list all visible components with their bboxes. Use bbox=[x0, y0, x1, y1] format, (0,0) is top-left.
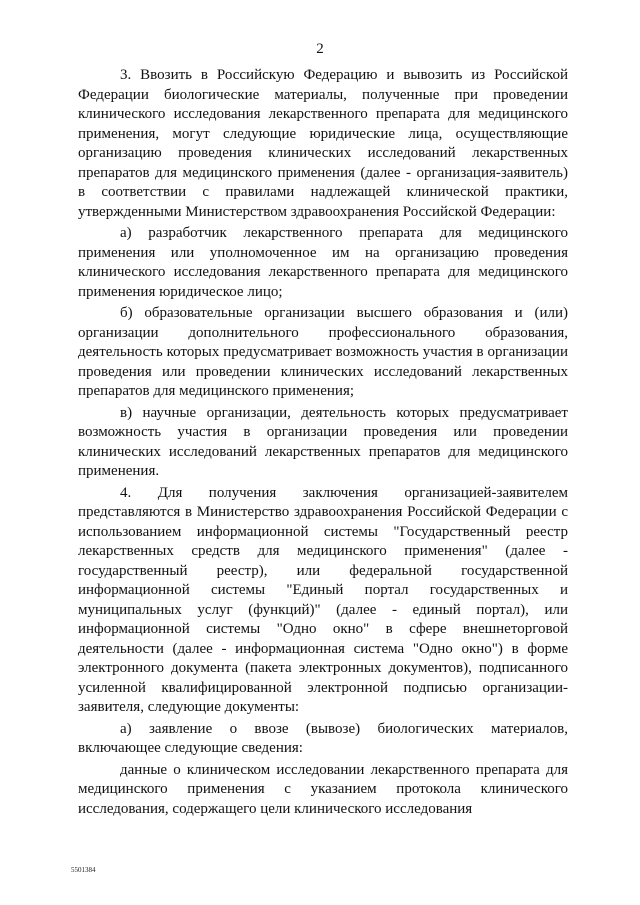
paragraph-item-4: 4. Для получения заключения организацией-заявителем представляются в Министерство здравоохранения Российской Федерации с использованием информационной системы "Государственный реестр лекарственных средств для медицинского применения" (далее - государственный реестр), или федеральной государственной информационной системы "Единый портал государственных и муниципальных услуг (функций)" (далее - единый портал), или информационной системы "Одно окно" в сфере внешнеторговой деятельности (далее - информационная система "Одно окно") в форме электронного документа (пакета электронных документов), подписанного усиленной квалифицированной электронной подписью организации-заявителя, следующие документы: bbox=[78, 484, 568, 715]
paragraph-item-4-subitem-a: а) заявление о ввозе (вывозе) биологических материалов, включающее следующие сведения: bbox=[78, 720, 568, 756]
paragraph-subitem-a: а) разработчик лекарственного препарата для медицинского применения или уполномоченное им на организацию проведения клинического исследования лекарственного препарата для медицинского применения юридическое лицо; bbox=[78, 225, 568, 300]
paragraph-subitem-c: в) научные организации, деятельность которых предусматривает возможность участия в организации проведения или проведении клинических исследований лекарственных препаратов для медицинского применения. bbox=[78, 404, 568, 479]
document-body bbox=[78, 66, 568, 819]
document-code: 5501384 bbox=[71, 866, 96, 874]
paragraph-clinical-data: данные о клиническом исследовании лекарственного препарата для медицинского применения с указанием протокола клинического исследования, содержащего цели клинического исследования bbox=[78, 761, 568, 817]
paragraph-subitem-b: б) образовательные организации высшего образования и (или) организации дополнительного профессионального образования, деятельность которых предусматривает возможность участия в организации проведения или проведении клинических исследований лекарственных препаратов для медицинского применения; bbox=[78, 305, 568, 399]
page-number: 2 bbox=[316, 41, 324, 57]
paragraph-item-3: 3. Ввозить в Российскую Федерацию и вывозить из Российской Федерации биологические материалы, полученные при проведении клинического исследования лекарственного препарата для медицинского применения, могут следующие юридические лица, осуществляющие организацию проведения клинических исследований лекарственных препаратов для медицинского применения (далее - организация-заявитель) в соответствии с правилами надлежащей клинической практики, утвержденными Министерством здравоохранения Российской Федерации: bbox=[78, 67, 568, 220]
